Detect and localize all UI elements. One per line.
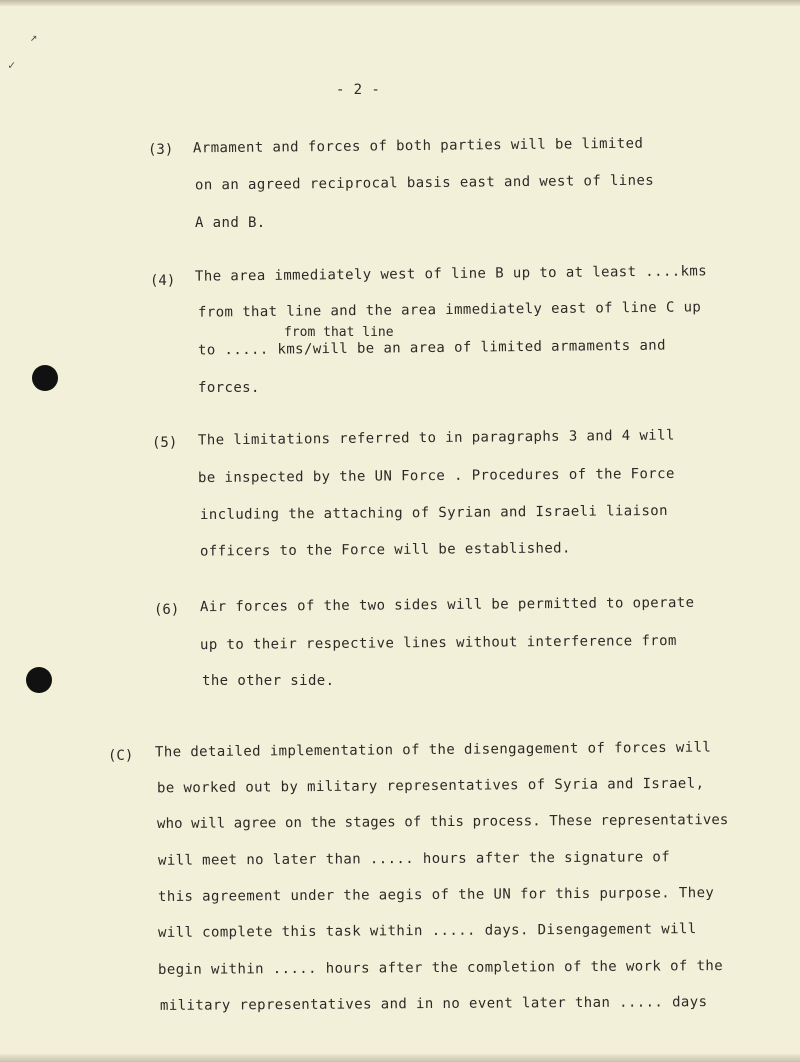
paragraph-4-line: to ..... kms/will be an area of limited armaments and — [197, 337, 666, 359]
page-number: - 2 - — [336, 82, 381, 98]
section-c-line: will meet no later than ..... hours after the signature of — [157, 849, 671, 869]
section-c-line: who will agree on the stages of this process. These representatives — [156, 812, 729, 832]
section-c-line: military representatives and in no event later than ..... days — [159, 994, 708, 1014]
paragraph-5-line: The limitations referred to in paragraphs 3 and 4 will — [197, 427, 675, 449]
stray-mark: ✓ — [8, 58, 16, 72]
paragraph-3-line: A and B. — [195, 215, 266, 231]
paragraph-6-line: up to their respective lines without interference from — [199, 632, 677, 654]
paragraph-4-number: (4) — [150, 273, 176, 289]
paragraph-3-line: Armament and forces of both parties will be limited — [192, 135, 644, 157]
punch-hole-lower — [26, 667, 52, 693]
section-c-number: (C) — [108, 748, 134, 764]
paragraph-6-line: the other side. — [202, 673, 335, 689]
section-c-line: begin within ..... hours after the completion of the work of the — [157, 958, 724, 978]
paragraph-6-line: Air forces of the two sides will be permitted to operate — [199, 594, 695, 616]
paragraph-3-line: on an agreed reciprocal basis east and west of lines — [194, 172, 655, 194]
top-edge — [0, 0, 800, 6]
paragraph-4-line: from that line and the area immediately east of line C up — [197, 299, 702, 321]
paragraph-5-line: including the attaching of Syrian and Israeli liaison — [199, 502, 668, 524]
paragraph-3-number: (3) — [148, 142, 174, 158]
paragraph-5-line: be inspected by the UN Force . Procedures of the Force — [197, 465, 675, 487]
stray-mark: ↗ — [30, 30, 38, 44]
punch-hole-upper — [32, 365, 58, 391]
paragraph-6-number: (6) — [154, 602, 180, 618]
handwritten-insertion: from that line — [284, 325, 394, 340]
paragraph-4-line: forces. — [198, 380, 260, 396]
section-c-line: will complete this task within ..... days. Disengagement will — [157, 921, 697, 941]
section-c-line: The detailed implementation of the disengagement of forces will — [154, 739, 712, 761]
section-c-line: this agreement under the aegis of the UN for this purpose. They — [157, 885, 715, 905]
paragraph-5-line: officers to the Force will be established. — [199, 540, 571, 560]
paragraph-5-number: (5) — [152, 435, 178, 451]
bottom-edge — [0, 1054, 800, 1062]
paragraph-4-line: The area immediately west of line B up to at least ....kms — [194, 263, 708, 285]
section-c-line: be worked out by military representatives of Syria and Israel, — [156, 775, 705, 797]
